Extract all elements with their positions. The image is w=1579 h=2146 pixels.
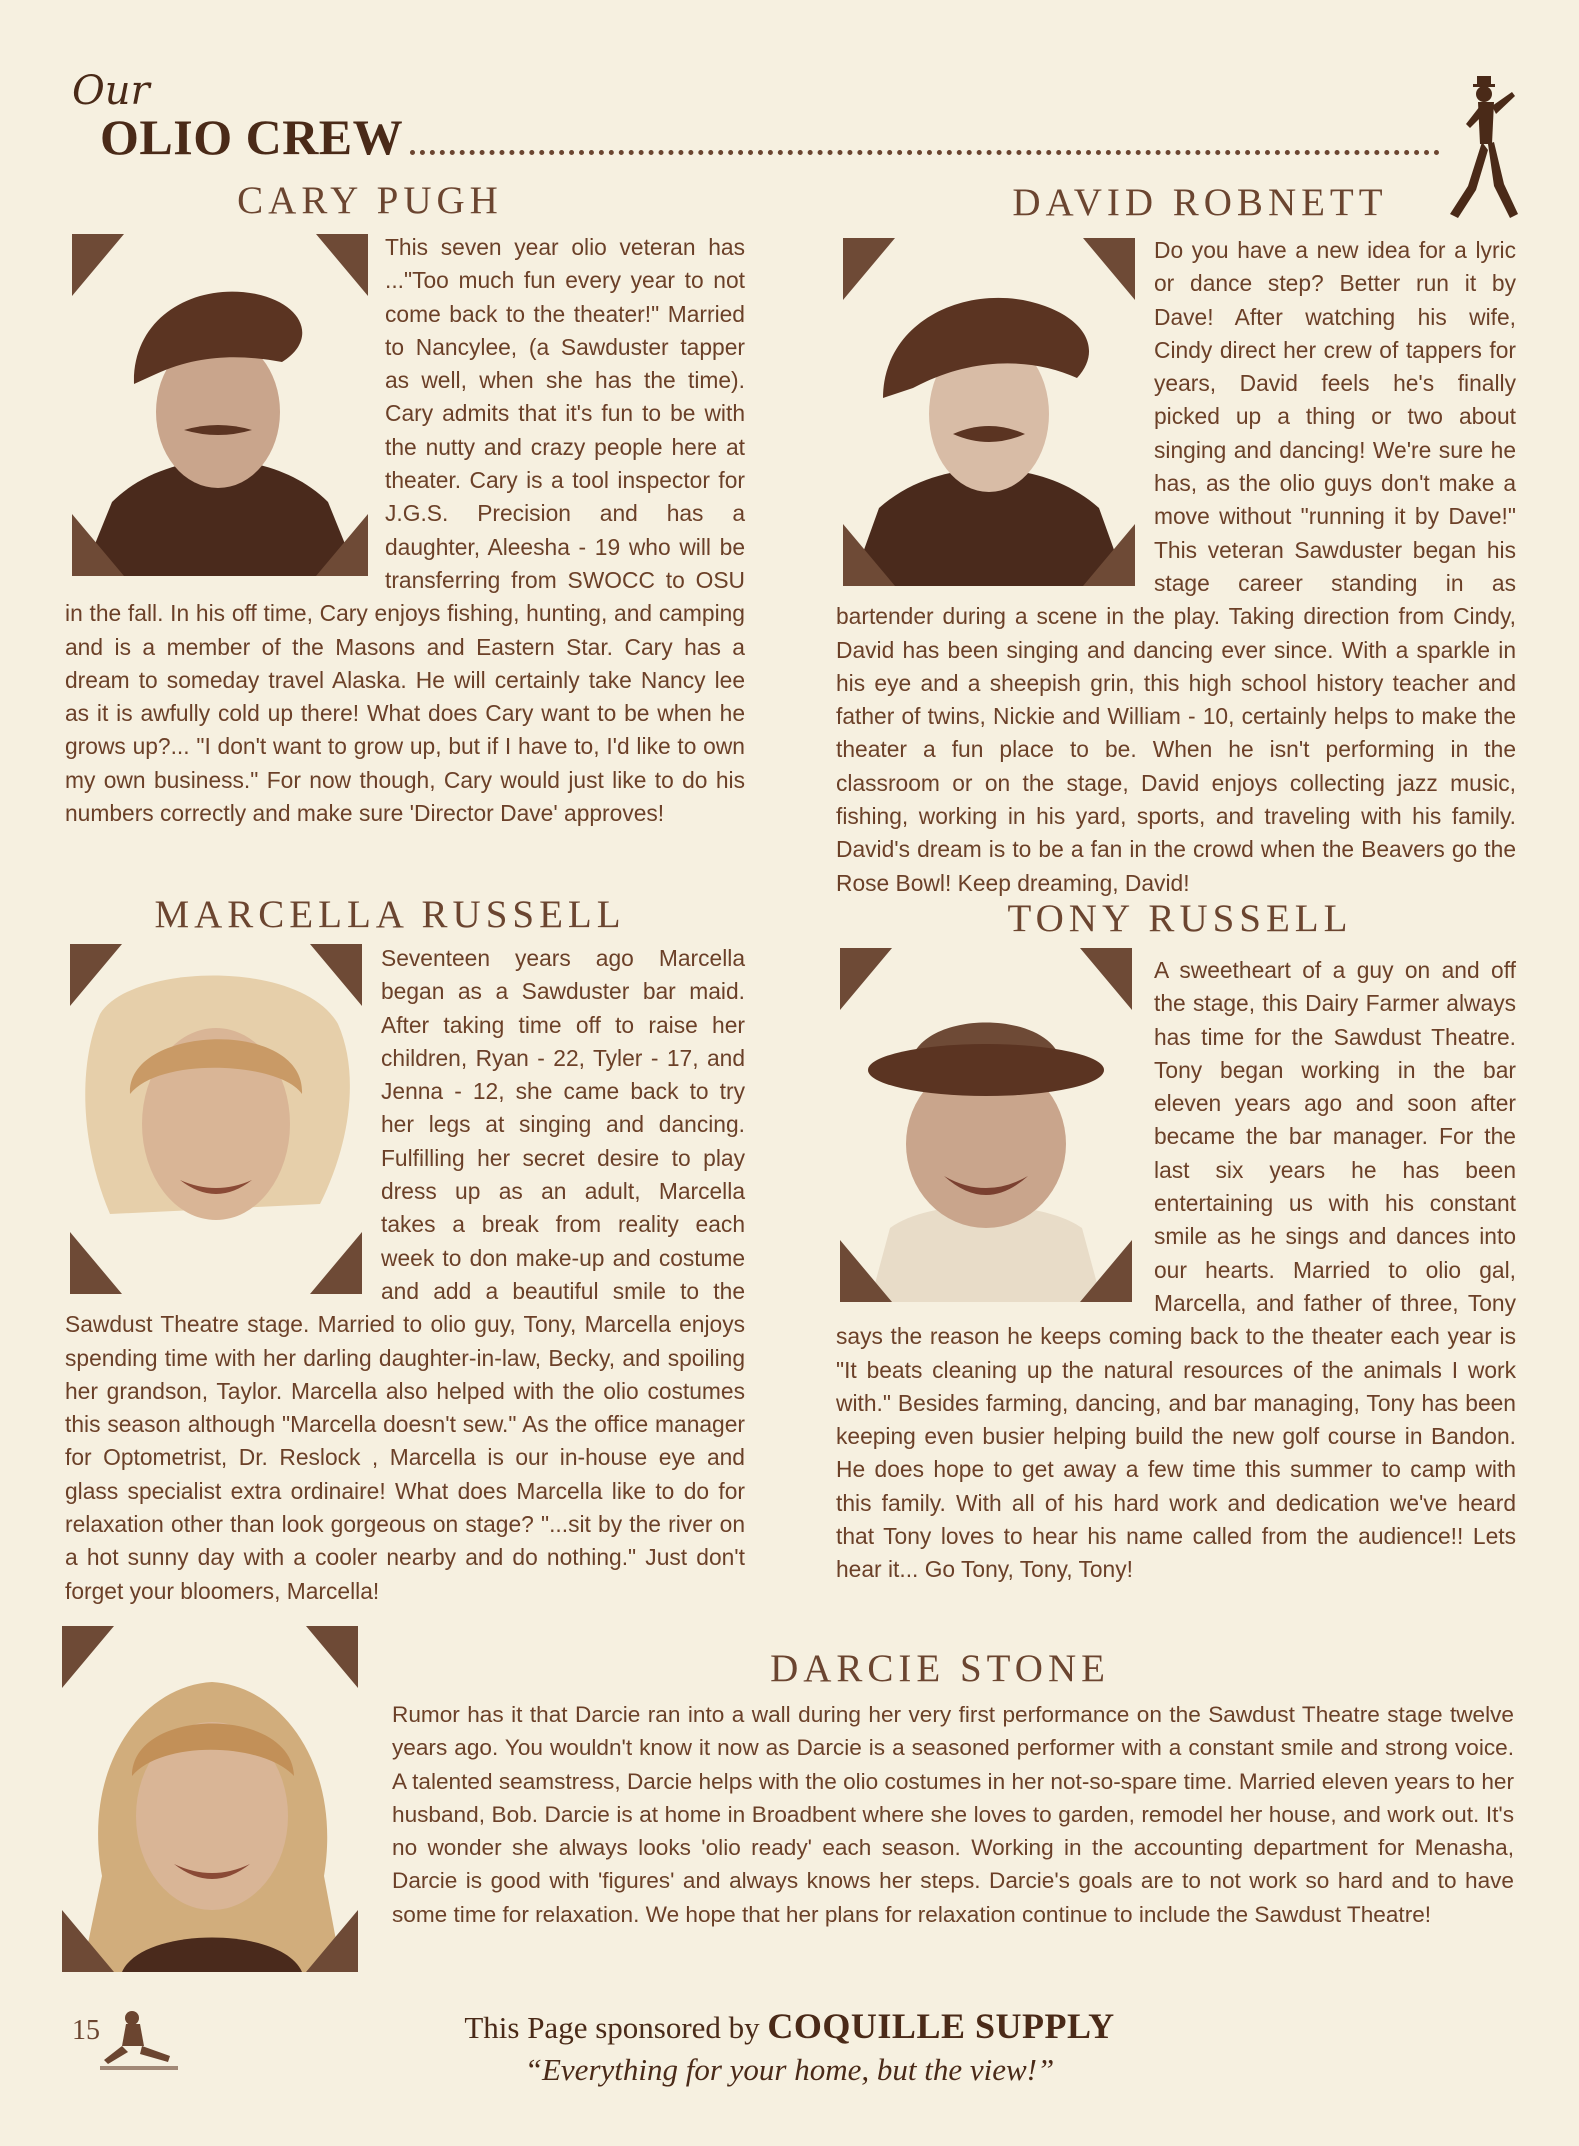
member-bio-text: This seven year olio veteran has ..."Too much fun every year to not come back to the theater!" Married to Nancylee, (a Sawduster tapper as well, when she has the time). Cary admits that it's fun to be with the nutty and crazy people here at theater. Cary is a tool inspector for J.G.S. Precision and has a daughter, Aleesha - 19 who will be transferring from SWOCC to OSU in the fall. In his off time, Cary enjoys fishing, hunting, and camping and is a member of the Masons and Eastern Star. Cary has a dream to someday travel Alaska. He will certainly take Nancy lee as it is awfully cold up there! What does Cary want to be when he grows up?... "I don't want to grow up, but if I have to, I'd like to own my own business." For now though, Cary would just like to do his numbers correctly and make sure 'Director Dave' approves! xyxy=(65,234,745,827)
member-photo xyxy=(62,1626,358,1972)
sponsor-tagline: “Everything for your home, but the view!” xyxy=(524,2052,1055,2087)
photo-spacer xyxy=(65,942,381,1300)
dotted-leader xyxy=(410,150,1440,155)
sponsor-prefix: This Page sponsored by xyxy=(464,2010,760,2045)
member-bio xyxy=(65,231,745,830)
member-name: DARCIE STONE xyxy=(770,1647,1110,1690)
sponsor-name: COQUILLE SUPPLY xyxy=(767,2006,1115,2046)
member-name: CARY PUGH xyxy=(237,179,503,222)
photo-spacer xyxy=(836,234,1154,594)
header-our: Our xyxy=(72,68,150,114)
member-name: TONY RUSSELL xyxy=(1007,897,1353,940)
member-name: DAVID ROBNETT xyxy=(1012,181,1388,224)
page-title: OLIO CREW xyxy=(100,109,404,165)
photo-spacer xyxy=(65,231,385,583)
member-bio-text: Do you have a new idea for a lyric or dance step? Better run it by Dave! After watching his wife, Cindy direct her crew of tappers for years, David feels he's finally picked up a thing or two about singing and dancing! We're sure he has, as the olio guys don't make a move without "running it by Dave!" This veteran Sawduster began his stage career standing in as bartender during a scene in the play. Taking direction from Cindy, David has been singing and dancing ever since. With a sparkle in his eye and a sheepish grin, this high school history teacher and father of twins, Nickie and William - 10, certainly helps to make the theater a fun place to be. When he isn't performing in the classroom or on the stage, David enjoys collecting jazz music, fishing, working in his yard, sports, and traveling with his family. David's dream is to be a fan in the crowd when the Beavers go the Rose Bowl! Keep dreaming, David! xyxy=(836,237,1516,896)
member-bio-text: A sweetheart of a guy on and off the stage, this Dairy Farmer always has time for the Sawdust Theatre. Tony began working in the bar eleven years ago and soon after became the bar manager. For the last six years he has been entertaining us with his constant smile as he sings and dances into our hearts. Married to olio gal, Marcella, and father of three, Tony says the reason he keeps coming back to the theater each year is "It beats cleaning up the natural resources of the animals I work with." Besides farming, dancing, and bar managing, Tony has been keeping even busier helping build the new golf course in Bandon. He does hope to get away a few time this summer to camp with this family. With all of his hard work and dedication we've heard that Tony loves to hear his name called from the audience!! Lets hear it... Go Tony, Tony, Tony! xyxy=(836,957,1516,1583)
member-bio-text: Rumor has it that Darcie ran into a wall during her very first performance on the Sawdust Theatre stage twelve years ago. You wouldn't know it now as Darcie is a seasoned performer with a constant smile and strong voice. A talented seamstress, Darcie helps with the olio costumes in her not-so-spare time. Married eleven years to her husband, Bob. Darcie is at home in Broadbent where she loves to garden, remodel her house, and work out. It's no wonder she always looks 'olio ready' each season. Working in the accounting department for Menasha, Darcie is good with 'figures' and always knows her steps. Darcie's goals are to not work so hard and to have some time for relaxation. We hope that her plans for relaxation continue to include the Sawdust Theatre! xyxy=(392,1702,1514,1927)
member-bio xyxy=(392,1698,1514,1931)
member-bio-text: Seventeen years ago Marcella began as a Sawduster bar maid. After taking time off to raise her children, Ryan - 22, Tyler - 17, and Jenna - 12, she came back to try her legs at singing and dancing. Fulfilling her secret desire to play dress up as an adult, Marcella takes a break from reality each week to don make-up and costume and add a beautiful smile to the Sawdust Theatre stage. Married to olio guy, Tony, Marcella enjoys spending time with her darling daughter-in-law, Becky, and spoiling her grandson, Taylor. Marcella also helped with the olio costumes this season although "Marcella doesn't sew." As the office manager for Optometrist, Dr. Reslock , Marcella is our in-house eye and glass specialist extra ordinaire! What does Marcella like to do for relaxation other than look gorgeous on stage? "...sit by the river on a hot sunny day with a cooler nearby and do nothing." Just don't forget your bloomers, Marcella! xyxy=(65,945,745,1604)
member-bio xyxy=(65,942,745,1608)
page-number: 15 xyxy=(72,2015,100,2046)
dancer-figure-icon xyxy=(1420,74,1520,224)
member-bio xyxy=(836,234,1516,900)
sponsor-line xyxy=(0,2005,1579,2047)
member-bio xyxy=(836,954,1516,1587)
member-name: MARCELLA RUSSELL xyxy=(154,893,626,936)
photo-spacer xyxy=(836,954,1154,1312)
